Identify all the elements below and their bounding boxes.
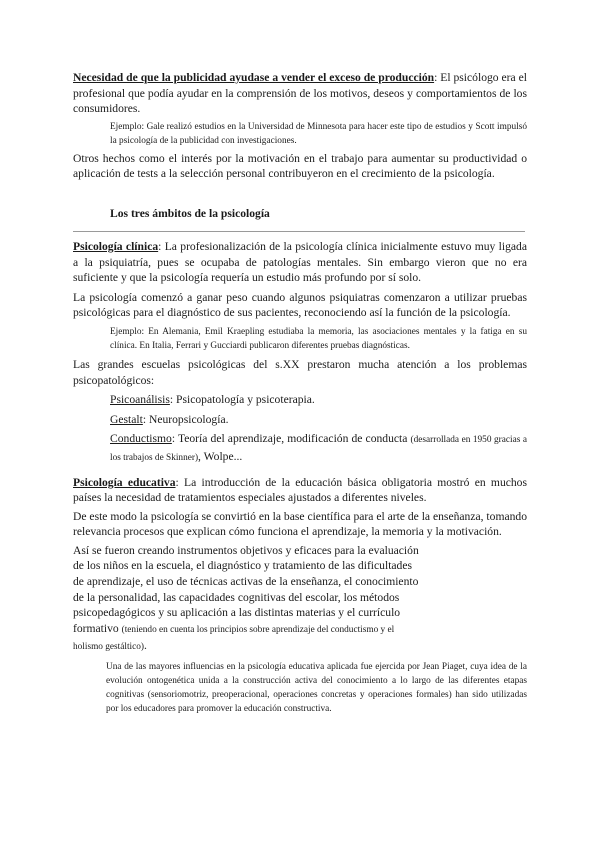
clinica-paragraph: [73, 239, 527, 286]
clinica-paragraph-2: La psicología comenzó a ganar peso cuando algunos psiquiatras comenzaron a utilizar pruebas psicológicas para el diagnóstico de sus pacientes, reconociendo así la función de la psicología.: [73, 290, 527, 320]
clinica-text: : La profesionalización de la psicología clínica inicialmente estuvo muy ligada a la psiquiatría, pues se ocupaba de patologías mentales. Sin embargo vieron que no era suficiente y que la psicología requería un estudio más profundo por sí solo.: [73, 239, 527, 285]
school-name[interactable]: Conductismo: [110, 432, 172, 446]
schools-intro: Las grandes escuelas psicológicas del s.XX prestaron mucha atención a los problemas psicopatológicos:: [73, 357, 527, 387]
school-note: (desarrollada en 1950 gracias a los trabajos de Skinner): [110, 435, 528, 463]
publicity-heading-link[interactable]: Necesidad de que la publicidad ayudase a vender el exceso de producción: [73, 71, 435, 84]
other-facts-paragraph: Otros hechos como el interés por la motivación en el trabajo para aumentar su productividad o aplicación de tests a la selección personal contribuyeron en el crecimiento de la psicología.: [73, 151, 527, 181]
educativa-paragraph-3: [73, 543, 423, 656]
piaget-paragraph: Una de las mayores influencias en la psicología educativa aplicada fue ejercida por Jean Piaget, cuya idea de la evolución ontogenética unida a la construcción activa del conocimiento a lo largo de las diferentes etapas cognitivas (sensoriomotriz, preoperacional, operaciones concretas y operaciones formales) han sido utilizadas por los educadores para promover la educación constructiva.: [106, 662, 527, 715]
educativa-paragraph-2: De este modo la psicología se convirtió en la base científica para el arte de la enseñanza, tomando relevancia procesos que explican cómo funciona el aprendizaje, la memoria y la motivación.: [73, 509, 527, 539]
educativa-p3-end: .: [144, 639, 147, 653]
document-page: [73, 70, 527, 716]
publicity-paragraph: [73, 70, 527, 117]
educativa-p3-note: (teniendo en cuenta los principios sobre aprendizaje del conductismo y el holismo gestáltico): [73, 624, 395, 653]
school-gestalt: [110, 412, 527, 428]
section-title: Los tres ámbitos de la psicología: [110, 206, 270, 220]
clinica-example: Ejemplo: En Alemania, Emil Kraepling estudiaba la memoria, las asociaciones mentales y la fatiga en su clínica. En Italia, Ferrari y Gucciardi publicaron diferentes pruebas diagnósticas.: [110, 326, 527, 351]
school-desc: : Neuropsicología.: [142, 412, 229, 426]
school-conductismo: [110, 431, 527, 466]
educativa-paragraph: [73, 475, 527, 506]
school-desc: : Psicopatología y psicoterapia.: [169, 393, 315, 407]
school-name[interactable]: Psicoanálisis: [110, 393, 170, 407]
educativa-p3-text: Así se fueron creando instrumentos objetivos y eficaces para la evaluación de los niños en la escuela, el diagnóstico y tratamiento de las dificultades de aprendizaje, el uso de técnicas activas de la enseñanza, el conocimiento de la personalidad, las capacidades cognitivas del escolar, los métodos psicopedagógicos y su aplicación a las distintas materias y el currículo formativo: [73, 543, 419, 635]
publicity-example: Ejemplo: Gale realizó estudios en la Universidad de Minnesota para hacer este tipo de estudios y Scott impulsó la psicología de la publicidad con investigaciones.: [110, 121, 527, 146]
educativa-text: : La introducción de la educación básica obligatoria mostró en muchos países la necesidad de tratamientos especiales ajustados a diferentes niveles.: [73, 475, 527, 505]
school-desc: : Teoría del aprendizaje, modificación de conducta: [171, 432, 411, 446]
clinica-term[interactable]: Psicología clínica: [73, 239, 159, 253]
school-name[interactable]: Gestalt: [110, 412, 143, 426]
school-tail: , Wolpe...: [198, 449, 243, 463]
section-divider: [73, 231, 525, 232]
publicity-text: : El psicólogo era el profesional que podía ayudar en la comprensión de los motivos, deseos y comportamientos de los consumidores.: [73, 71, 527, 116]
school-psicoanalisis: [110, 392, 527, 408]
educativa-term[interactable]: Psicología educativa: [73, 475, 176, 489]
